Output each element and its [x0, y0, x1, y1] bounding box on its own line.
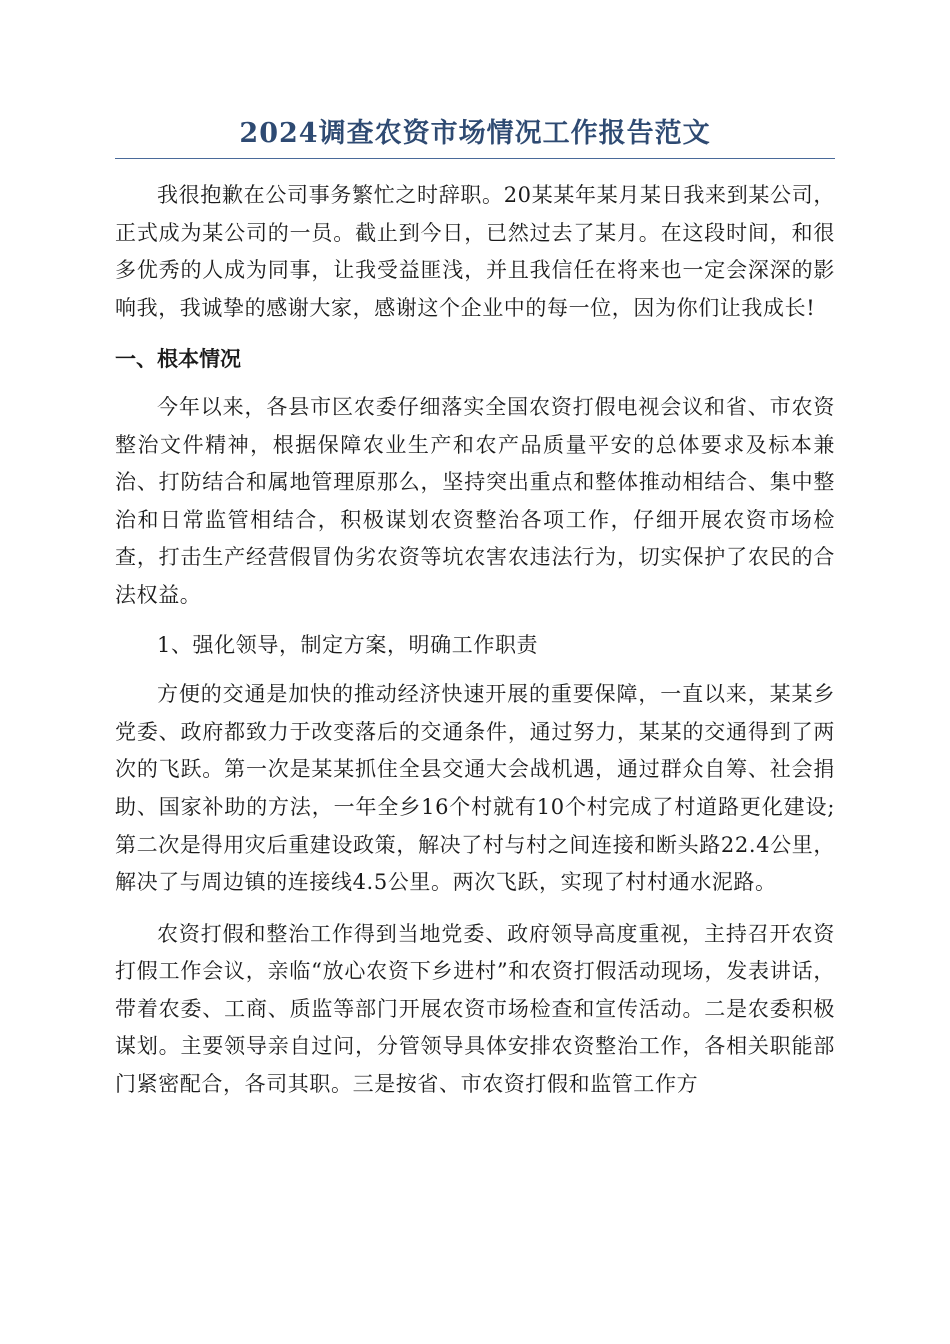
- document-page: [115, 112, 835, 1104]
- intro-paragraph: 我很抱歉在公司事务繁忙之时辞职。20某某年某月某日我来到某公司，正式成为某公司的一员。截止到今日，已然过去了某月。在这段时间，和很多优秀的人成为同事，让我受益匪浅，并且我信任在将来也一定会深深的影响我，我诚挚的感谢大家，感谢这个企业中的每一位，因为你们让我成长!: [115, 183, 835, 320]
- document-title: 2024调查农资市场情况工作报告范文: [115, 112, 835, 159]
- leadership-paragraph: 农资打假和整治工作得到当地党委、政府领导高度重视，主持召开农资打假工作会议，亲临“放心农资下乡进村”和农资打假活动现场，发表讲话，带着农委、工商、质监等部门开展农资市场检查和宣传活动。二是农委积极谋划。主要领导亲自过问，分管领导具体安排农资整治工作，各相关职能部门紧密配合，各司其职。三是按省、市农资打假和监管工作方: [115, 921, 835, 1097]
- section-heading-basic-situation: 一、根本情况: [115, 347, 241, 372]
- subheading-leadership: 1、强化领导，制定方案，明确工作职责: [157, 632, 539, 657]
- transport-paragraph: 方便的交通是加快的推动经济快速开展的重要保障，一直以来，某某乡党委、政府都致力于改变落后的交通条件，通过努力，某某的交通得到了两次的飞跃。第一次是某某抓住全县交通大会战机遇，通过群众自筹、社会捐助、国家补助的方法，一年全乡16个村就有10个村完成了村道路更化建设;第二次是得用灾后重建设政策，解决了村与村之间连接和断头路22.4公里，解决了与周边镇的连接线4.5公里。两次飞跃，实现了村村通水泥路。: [115, 682, 835, 895]
- section1-paragraph: 今年以来，各县市区农委仔细落实全国农资打假电视会议和省、市农资整治文件精神，根据保障农业生产和农产品质量平安的总体要求及标本兼治、打防结合和属地管理原那么，坚持突出重点和整体推动相结合、集中整治和日常监管相结合，积极谋划农资整治各项工作，仔细开展农资市场检查，打击生产经营假冒伪劣农资等坑农害农违法行为，切实保护了农民的合法权益。: [115, 394, 835, 607]
